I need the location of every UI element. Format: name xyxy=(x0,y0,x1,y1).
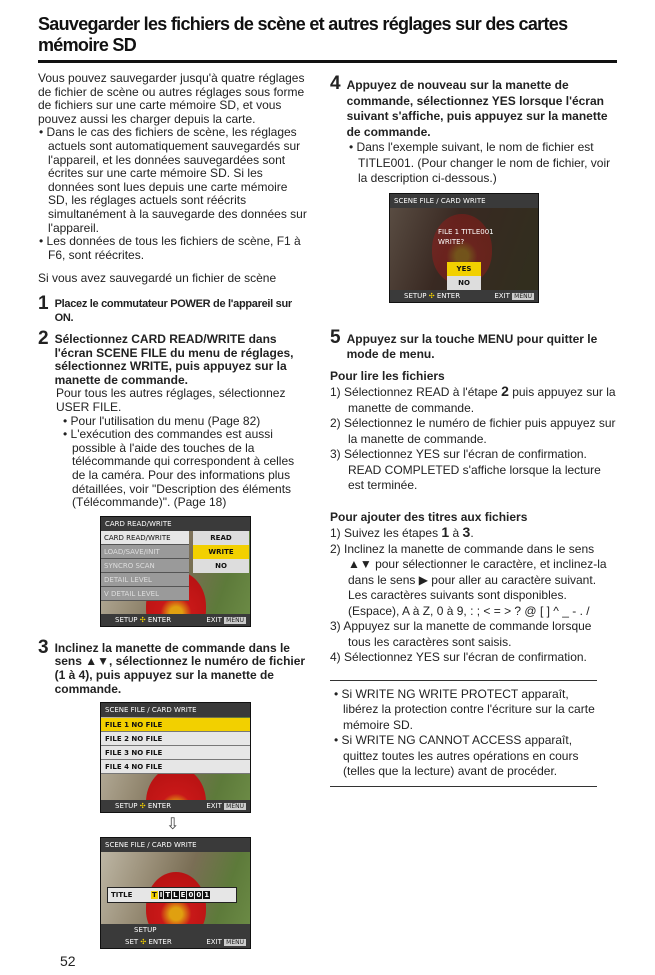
screen-footer xyxy=(101,614,250,626)
footer-setup: SETUP xyxy=(101,924,250,936)
yes-option: YES xyxy=(447,262,481,276)
joystick-icon: ✣ xyxy=(139,802,146,811)
screen-header: SCENE FILE / CARD WRITE xyxy=(390,194,538,208)
char-cell: E xyxy=(180,891,186,900)
if-saved-text: Si vous avez sauvegardé un fichier de scène xyxy=(38,271,277,286)
step-number: 2 xyxy=(38,328,49,350)
title-step: 3) Appuyez sur la manette de commande lorsque tous les caractères sont saisis. xyxy=(330,619,592,649)
menu-item: SYNCRO SCAN xyxy=(101,559,189,573)
step-number: 4 xyxy=(330,73,341,94)
step-text: Sélectionnez CARD READ/WRITE dans l'écran SCENE FILE du menu de réglages, sélectionnez WRITE, puis appuyez sur la manette de commande. xyxy=(54,332,294,387)
footer-enter: ENTER xyxy=(148,938,172,947)
step-bullet: • L'exécution des commandes est aussi possible à l'aide des touches de la télécommande qui correspondent à celles de la caméra. Pour des informations plus détaillées, voir "Description des éléments (Télécommande)". (Page 18) xyxy=(63,427,295,510)
char-cell: 1 xyxy=(204,891,210,900)
page-title: Sauvegarder les fichiers de scène et autres réglages sur des cartes mémoire SD xyxy=(38,14,568,55)
screen-footer xyxy=(390,290,538,302)
read-step: 2) Sélectionnez le numéro de fichier puis appuyez sur la manette de commande. xyxy=(330,416,616,446)
char-cell: 0 xyxy=(188,891,194,900)
option-no: NO xyxy=(193,559,249,573)
menu-badge: MENU xyxy=(514,292,532,300)
title-step: 1) Suivez les étapes 1 à 3. xyxy=(330,524,474,540)
title-rule xyxy=(38,60,617,63)
notes xyxy=(333,687,597,780)
notes-top-rule xyxy=(330,680,597,681)
file-row: FILE 3 NO FILE xyxy=(101,746,250,760)
step-number: 3 xyxy=(38,636,49,658)
step-bullet: • Dans l'exemple suivant, le nom de fichier est TITLE001. (Pour changer le nom de fichier, voir la description ci-dessous.) xyxy=(349,140,611,185)
footer-enter: ENTER xyxy=(436,291,461,300)
read-files-section xyxy=(330,369,617,494)
note-item: • Si WRITE NG WRITE PROTECT apparaît, libérez la protection contre l'écriture sur la carte mémoire SD. xyxy=(334,686,595,732)
intro-paragraph: Vous pouvez sauvegarder jusqu'à quatre réglages de fichier de scène ou autres réglages sous forme de fichiers sur une carte mémoire SD, et vous pouvez aussi les charger depuis la carte. xyxy=(38,71,305,126)
footer-setup: SETUP xyxy=(115,615,138,624)
char-cell: L xyxy=(173,891,178,900)
columns xyxy=(38,72,617,949)
section-heading: Pour ajouter des titres aux fichiers xyxy=(330,509,528,524)
char-cell: I xyxy=(159,891,163,900)
footer-exit: EXIT xyxy=(494,291,510,300)
chars-list: (Espace), A à Z, 0 à 9, : ; < = > ? @ [ ] ^ _ - . / xyxy=(348,603,590,618)
footer-set: SET xyxy=(125,938,139,947)
footer-exit: EXIT xyxy=(206,938,222,947)
step-2 xyxy=(38,330,310,387)
file-row-selected: FILE 1 NO FILE xyxy=(101,718,250,732)
confirm-line1: FILE 1 TITLE001 xyxy=(438,227,494,236)
screen-footer xyxy=(101,936,250,948)
intro-bullet: • Dans le cas des fichiers de scène, les réglages actuels sont automatiquement sauvegardés sur l'appareil, et les données sauvegardées sont écrites sur une carte mémoire SD. Si les données sont lues depuis une carte mémoire SD, les réglages actuels sont réécrits simultanément à la sauvegarde des données sur l'appareil. xyxy=(39,125,307,235)
joystick-icon: ✣ xyxy=(139,615,146,624)
bullet-text: Les données de tous les fichiers de scène, F1 à F6, sont réécrites. xyxy=(46,234,301,262)
bullet-text: Dans l'exemple suivant, le nom de fichier est TITLE001. (Pour changer le nom de fichier, voir la description ci-dessous.) xyxy=(356,140,611,185)
footer-exit: EXIT xyxy=(206,615,222,624)
menu-badge: MENU xyxy=(226,803,244,811)
menu-item: V DETAIL LEVEL xyxy=(101,587,189,601)
bullet-text: Dans le cas des fichiers de scène, les réglages actuels sont automatiquement sauvegardés sur l'appareil, et les données sauvegardées sont écrites sur une carte mémoire SD. Si les données sont lues depuis une carte mémoire SD, les réglages actuels sont réécrits simultanément à la sauvegarde des données sur l'appareil. xyxy=(46,125,307,235)
menu-badge: MENU xyxy=(226,939,244,947)
title-chars xyxy=(151,891,210,899)
step-bullet: • Pour l'utilisation du menu (Page 82) xyxy=(63,413,261,428)
joystick-icon: ✣ xyxy=(428,291,435,300)
screen-card-read-write xyxy=(100,516,251,627)
section-heading: Pour lire les fichiers xyxy=(330,368,445,383)
read-step: 3) Sélectionnez YES sur l'écran de confirmation. READ COMPLETED s'affiche lorsque la lecture est terminée. xyxy=(330,447,601,492)
menu-item: DETAIL LEVEL xyxy=(101,573,189,587)
title-step: 4) Sélectionnez YES sur l'écran de confirmation. xyxy=(330,650,587,664)
title-step: 2) Inclinez la manette de commande dans le sens ▲▼ pour sélectionner le caractère, et inclinez-la dans le sens ▶ pour aller au caractère suivant. xyxy=(330,541,607,587)
step-4 xyxy=(330,75,617,140)
footer-enter: ENTER xyxy=(147,802,172,811)
confirm-line2: WRITE? xyxy=(438,237,465,246)
char-cell: T xyxy=(165,891,171,900)
menu-badge: MENU xyxy=(226,616,244,624)
footer-setup: SETUP xyxy=(115,802,138,811)
add-titles-section xyxy=(330,510,617,666)
step-1 xyxy=(38,292,310,325)
screen-header: CARD READ/WRITE xyxy=(101,517,250,531)
read-step: 1) Sélectionnez READ à l'étape 2 puis appuyez sur la manette de commande. xyxy=(330,383,616,415)
screen-title-edit xyxy=(100,837,251,949)
right-column xyxy=(330,75,617,949)
step-5 xyxy=(330,326,617,363)
file-row: FILE 4 NO FILE xyxy=(101,760,250,774)
screen-header: SCENE FILE / CARD WRITE xyxy=(101,838,250,852)
joystick-icon: ✣ xyxy=(140,938,147,947)
screen-header: SCENE FILE / CARD WRITE xyxy=(101,703,250,717)
notes-bottom-rule xyxy=(330,786,597,787)
step-3 xyxy=(38,636,310,696)
no-option: NO xyxy=(447,276,481,290)
step-text: Placez le commutateur POWER de l'appareil sur ON. xyxy=(54,297,292,324)
step-number: 5 xyxy=(330,326,341,348)
screen-confirm xyxy=(389,193,539,303)
chars-label: Les caractères suivants sont disponibles. xyxy=(348,588,567,602)
screen-file-select xyxy=(100,702,251,813)
note-item: • Si WRITE NG CANNOT ACCESS apparaît, quittez toutes les autres opérations en cours (telles que la lecture) avant de procéder. xyxy=(334,733,579,778)
menu-item: LOAD/SAVE/INIT xyxy=(101,545,189,559)
step-text: Appuyez sur la touche MENU pour quitter le mode de menu. xyxy=(346,331,598,361)
left-column xyxy=(38,72,310,949)
option-read: READ xyxy=(193,531,249,545)
bullet-text: Pour l'utilisation du menu (Page 82) xyxy=(70,413,261,428)
footer-setup: SETUP xyxy=(404,291,427,300)
step-number: 1 xyxy=(38,292,49,314)
char-cell: 0 xyxy=(196,891,202,900)
title-field xyxy=(107,887,237,903)
option-write: WRITE xyxy=(193,545,249,559)
intro-bullet: • Les données de tous les fichiers de scène, F1 à F6, sont réécrites. xyxy=(39,234,301,262)
page-number: 52 xyxy=(60,953,76,970)
menu-item: CARD READ/WRITE xyxy=(101,531,189,545)
step-text: Appuyez de nouveau sur la manette de commande, sélectionnez YES lorsque l'écran suivant s'affiche, puis appuyez sur la manette de commande. xyxy=(346,78,608,139)
footer-exit: EXIT xyxy=(206,802,222,811)
step-text: Inclinez la manette de commande dans le sens ▲▼, sélectionnez le numéro de fichier (1 à 4), puis appuyez sur la manette de commande. xyxy=(54,640,306,696)
step-note: Pour tous les autres réglages, sélectionnez USER FILE. xyxy=(56,386,286,415)
screen-footer xyxy=(101,800,250,812)
arrow-down-icon: ⇩ xyxy=(166,816,180,834)
confirm-message xyxy=(438,227,494,247)
char-cell-selected: T xyxy=(152,891,157,900)
bullet-text: L'exécution des commandes est aussi possible à l'aide des touches de la télécommande qui correspondent à celles de la caméra. Pour des informations plus détaillées, voir "Description des éléments (Télécommande)". (Page 18) xyxy=(70,427,295,510)
footer-enter: ENTER xyxy=(147,615,172,624)
file-row: FILE 2 NO FILE xyxy=(101,732,250,746)
step-2-details xyxy=(38,387,310,509)
title-label: TITLE xyxy=(111,891,133,900)
